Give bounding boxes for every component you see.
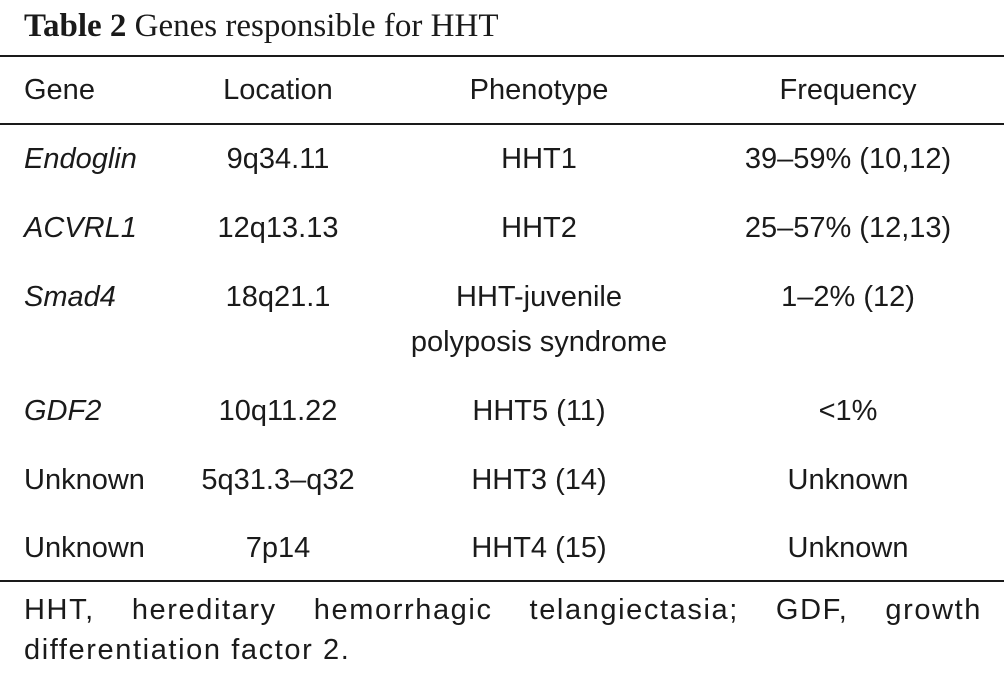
row-3-gene: Smad4 [24, 281, 116, 313]
row-6-frequency: Unknown [787, 532, 909, 564]
header-frequency: Frequency [779, 74, 917, 106]
bottom-rule [0, 580, 1004, 582]
table-caption [24, 6, 498, 46]
header-rule [0, 123, 1004, 125]
row-1-gene: Endoglin [24, 143, 137, 175]
row-2-frequency: 25–57% (12,13) [744, 212, 952, 244]
row-4-gene: GDF2 [24, 395, 102, 427]
row-3-phenotype-line-1: HHT-juvenile [456, 281, 622, 313]
row-1-location: 9q34.11 [226, 143, 330, 175]
row-2-gene: ACVRL1 [24, 212, 137, 244]
row-6-location: 7p14 [245, 532, 311, 564]
row-6-gene: Unknown [24, 532, 145, 564]
header-phenotype: Phenotype [469, 74, 609, 106]
table-footnote: HHT, hereditary hemorrhagic telangiectasia; GDF, growth differentiation factor 2. [24, 594, 982, 666]
table-title: Genes responsible for HHT [134, 8, 499, 44]
header-gene: Gene [24, 74, 95, 106]
row-2-location: 12q13.13 [217, 212, 339, 244]
row-5-frequency: Unknown [787, 464, 909, 496]
row-4-frequency: <1% [818, 395, 878, 427]
header-location: Location [223, 74, 333, 106]
row-6-phenotype: HHT4 (15) [471, 532, 607, 564]
row-5-gene: Unknown [24, 464, 145, 496]
row-5-phenotype: HHT3 (14) [471, 464, 607, 496]
row-2-phenotype: HHT2 [501, 212, 577, 244]
row-4-location: 10q11.22 [218, 395, 338, 427]
row-1-phenotype: HHT1 [501, 143, 577, 175]
row-4-phenotype: HHT5 (11) [472, 395, 606, 427]
row-3-phenotype-line-2: polyposis syndrome [410, 326, 668, 358]
top-rule [0, 55, 1004, 57]
row-3-location: 18q21.1 [225, 281, 331, 313]
row-1-frequency: 39–59% (10,12) [744, 143, 952, 175]
row-5-location: 5q31.3–q32 [201, 464, 355, 496]
table-label: Table 2 [24, 8, 127, 44]
row-3-frequency: 1–2% (12) [781, 281, 915, 313]
